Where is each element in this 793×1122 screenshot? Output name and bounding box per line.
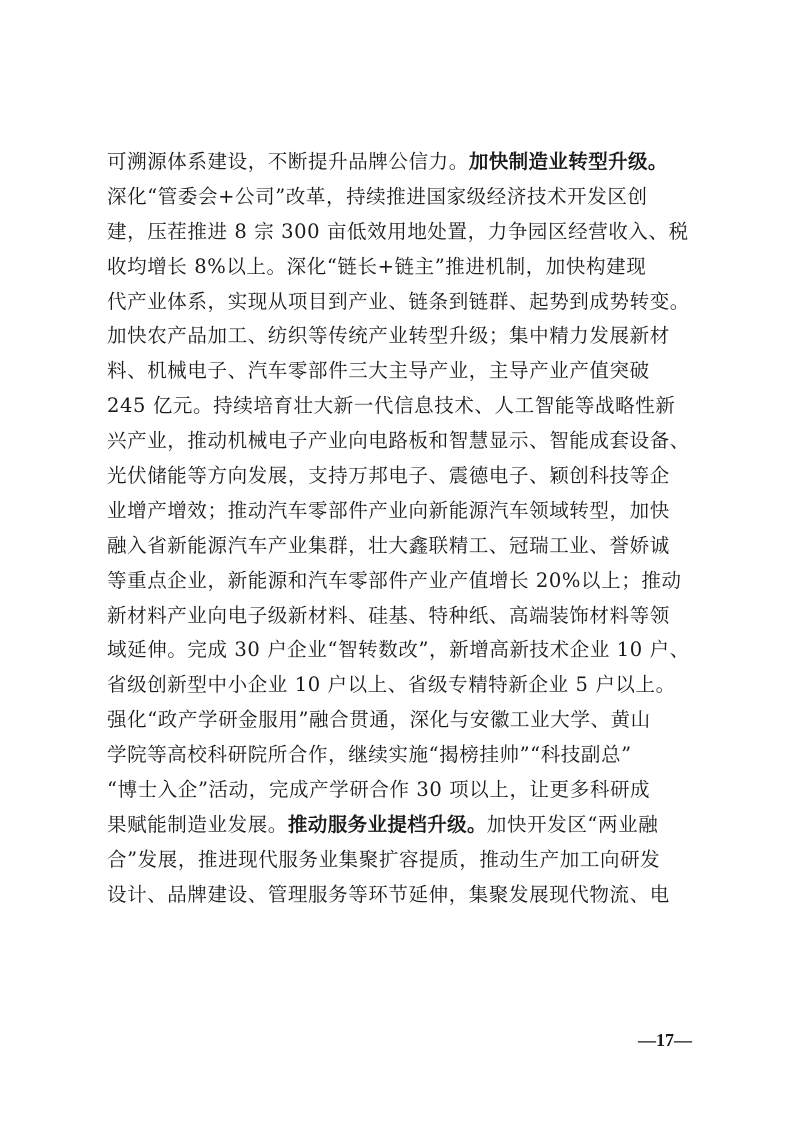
text-line	[107, 494, 693, 529]
body-text: 收均增长 8%以上。深化“链长+链主”推进机制，加快构建现	[107, 254, 647, 278]
text-line	[107, 773, 693, 808]
text-line	[107, 319, 693, 354]
text-line	[107, 843, 693, 878]
text-line	[107, 878, 693, 913]
text-line	[107, 703, 693, 738]
body-text: 代产业体系，实现从项目到产业、链条到链群、起势到成势转变。	[107, 289, 690, 313]
text-line	[107, 529, 693, 564]
text-line	[107, 424, 693, 459]
body-text: 加快农产品加工、纺织等传统产业转型升级；集中精力发展新材	[107, 324, 670, 348]
body-text: 光伏储能等方向发展，支持万邦电子、震德电子、颖创科技等企	[107, 464, 670, 488]
body-text: 深化“管委会+公司”改革，持续推进国家级经济技术开发区创	[107, 184, 648, 208]
body-text: 设计、品牌建设、管理服务等环节延伸，集聚发展现代物流、电	[107, 882, 670, 906]
body-text: 融入省新能源汽车产业集群，壮大鑫联精工、冠瑞工业、誉娇诚	[107, 533, 670, 557]
body-text: 新材料产业向电子级新材料、硅基、特种纸、高端装饰材料等领	[107, 603, 670, 627]
text-line	[107, 285, 693, 320]
bold-heading-text: 加快制造业转型升级。	[468, 150, 668, 173]
text-line	[107, 215, 693, 250]
body-text: 业增产增效；推动汽车零部件产业向新能源汽车领域转型，加快	[107, 498, 670, 522]
body-text: 等重点企业，新能源和汽车零部件产业产值增长 20%以上；推动	[107, 568, 682, 592]
body-text: 合”发展，推进现代服务业集聚扩容提质，推动生产加工向研发	[107, 847, 661, 871]
text-line	[107, 180, 693, 215]
text-line	[107, 145, 693, 180]
body-text: 可溯源体系建设，不断提升品牌公信力。	[107, 150, 469, 173]
text-line	[107, 250, 693, 285]
page-number: —17—	[638, 1030, 692, 1050]
body-text: “博士入企”活动，完成产学研合作 30 项以上，让更多科研成	[107, 778, 651, 802]
text-line	[107, 459, 693, 494]
body-text: 果赋能制造业发展。	[107, 812, 288, 836]
body-text: 强化“政产学研金服用”融合贯通，深化与安徽工业大学、黄山	[107, 708, 651, 732]
text-line	[107, 668, 693, 703]
text-line	[107, 564, 693, 599]
body-text: 建，压茬推进 8 宗 300 亩低效用地处置，力争园区经营收入、税	[107, 219, 689, 243]
body-text: 学院等高校科研院所合作，继续实施“揭榜挂帅”“科技副总”	[107, 743, 632, 767]
text-line	[107, 389, 693, 424]
body-text: 省级创新型中小企业 10 户以上、省级专精特新企业 5 户以上。	[107, 673, 676, 697]
document-body	[107, 145, 693, 913]
text-line	[107, 354, 693, 389]
body-text: 245 亿元。持续培育壮大新一代信息技术、人工智能等战略性新	[107, 394, 676, 418]
body-text: 加快开发区“两业融	[486, 812, 659, 836]
text-line	[107, 808, 693, 843]
body-text: 域延伸。完成 30 户企业“智转数改”，新增高新技术企业 10 户、	[107, 638, 690, 662]
text-line	[107, 599, 693, 634]
bold-heading-text: 推动服务业提档升级。	[287, 812, 487, 836]
text-line	[107, 633, 693, 668]
body-text: 兴产业，推动机械电子产业向电路板和智慧显示、智能成套设备、	[107, 429, 690, 453]
body-text: 料、机械电子、汽车零部件三大主导产业，主导产业产值突破	[107, 359, 650, 383]
text-line	[107, 738, 693, 773]
